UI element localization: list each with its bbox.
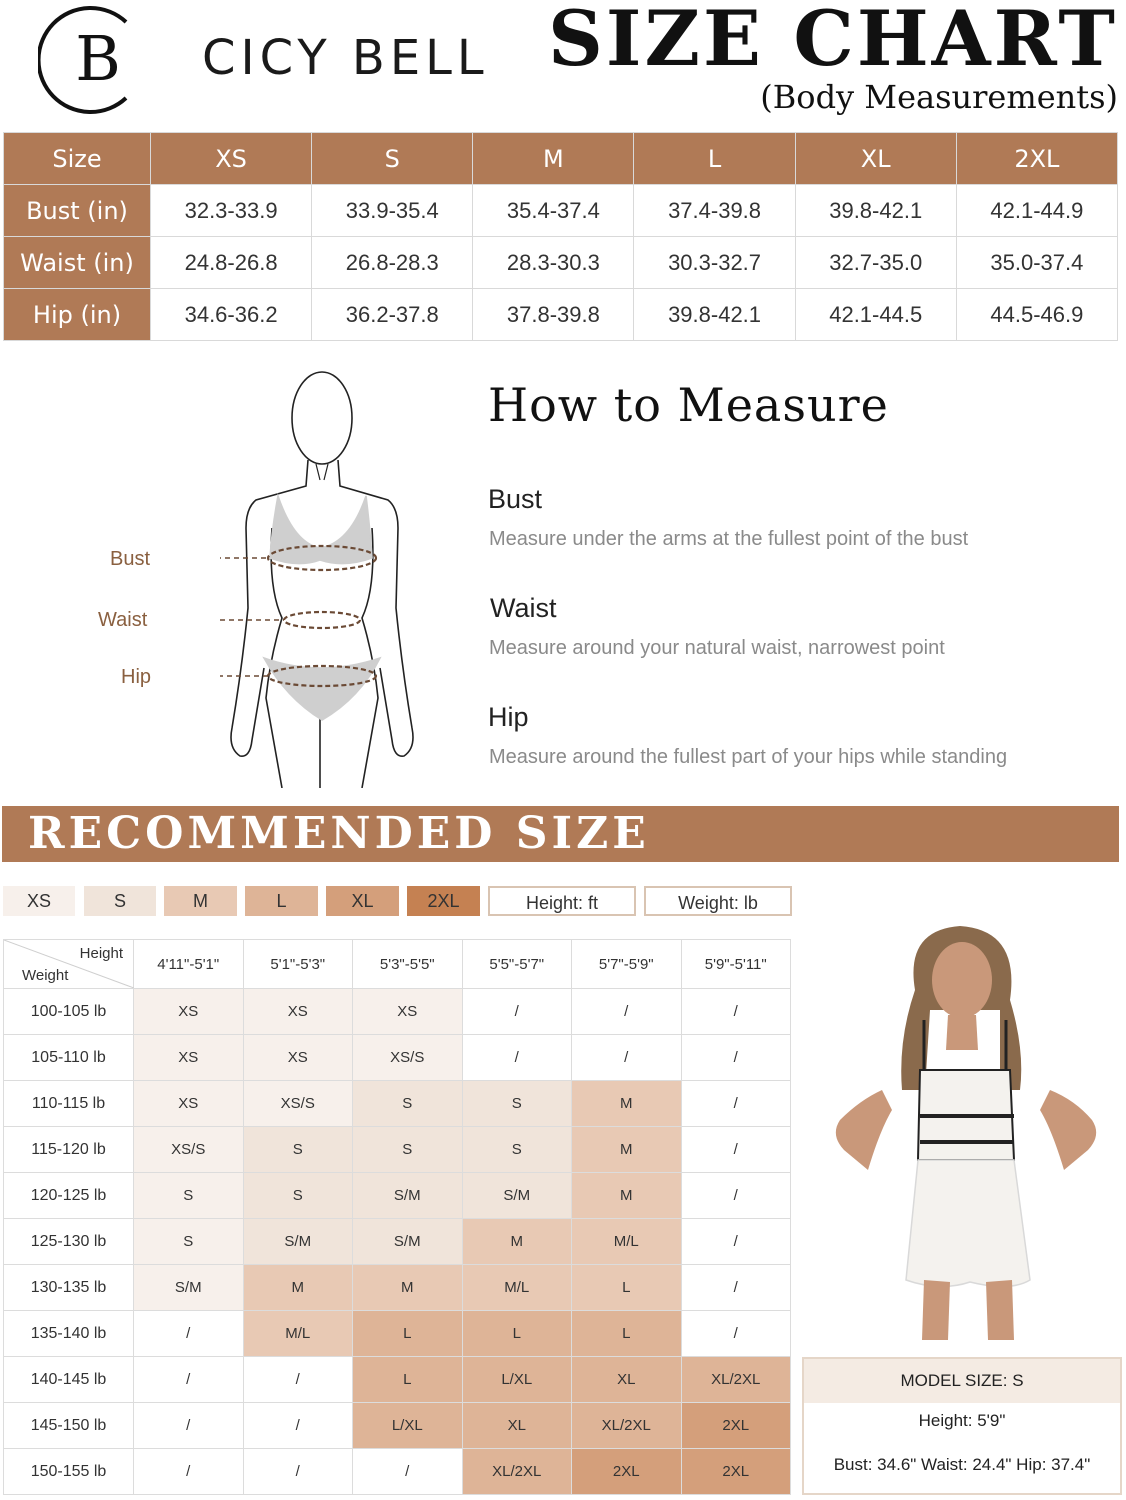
weight-row: [4, 1127, 791, 1173]
height-header-row: [4, 940, 791, 989]
measurement-cell: 39.8-42.1: [634, 289, 795, 341]
recommended-size-cell: S/M: [134, 1265, 244, 1311]
recommended-size-cell: /: [681, 1265, 791, 1311]
weight-label: 115-120 lb: [4, 1127, 134, 1173]
how-item-title: Waist: [490, 593, 557, 623]
recommended-size-cell: M/L: [243, 1311, 353, 1357]
recommended-size-cell: /: [134, 1403, 244, 1449]
weight-label: 125-130 lb: [4, 1219, 134, 1265]
recommended-size-cell: S/M: [353, 1219, 463, 1265]
figure-label-bust: Bust: [110, 548, 151, 570]
how-to-measure-title: How to Measure: [488, 378, 889, 432]
recommended-size-cell: XS: [243, 1035, 353, 1081]
weight-row: [4, 1173, 791, 1219]
height-header: 5'7"-5'9": [572, 940, 682, 989]
size-header: L: [634, 133, 795, 185]
measurement-cell: 26.8-28.3: [312, 237, 473, 289]
recommended-size-cell: XL/2XL: [462, 1449, 572, 1495]
recommended-size-cell: /: [462, 1035, 572, 1081]
figure-label-hip: Hip: [121, 666, 152, 688]
weight-row: [4, 1311, 791, 1357]
bust-row: [4, 185, 1118, 237]
row-label: Hip (in): [4, 289, 151, 341]
measurement-cell: 39.8-42.1: [795, 185, 956, 237]
size-header: S: [312, 133, 473, 185]
weight-label: 145-150 lb: [4, 1403, 134, 1449]
model-measurements-label: Bust: 34.6" Waist: 24.4" Hip: 37.4": [833, 1455, 1091, 1474]
recommended-size-cell: /: [134, 1357, 244, 1403]
height-header: 5'1"-5'3": [243, 940, 353, 989]
recommended-size-cell: S: [243, 1173, 353, 1219]
recommended-size-cell: S/M: [462, 1173, 572, 1219]
row-label: Waist (in): [4, 237, 151, 289]
corner-weight-label: Weight: [22, 967, 69, 984]
recommended-size-cell: /: [681, 1081, 791, 1127]
logo-letter: B: [75, 22, 121, 95]
recommended-size-cell: L/XL: [462, 1357, 572, 1403]
waist-row: [4, 237, 1118, 289]
measurement-cell: 35.0-37.4: [956, 237, 1117, 289]
recommended-size-cell: /: [243, 1449, 353, 1495]
measurement-cell: 32.3-33.9: [151, 185, 312, 237]
how-item-description: Measure under the arms at the fullest point of the bust: [489, 528, 969, 550]
legend-l: L: [245, 886, 318, 916]
recommended-size-cell: XS/S: [243, 1081, 353, 1127]
recommended-size-cell: S: [134, 1173, 244, 1219]
weight-row: [4, 1035, 791, 1081]
how-item-title: Hip: [488, 702, 529, 732]
measurement-cell: 28.3-30.3: [473, 237, 634, 289]
brand-logo: [38, 4, 156, 116]
model-height-label: Height: 5'9": [918, 1411, 1006, 1430]
weight-label: 110-115 lb: [4, 1081, 134, 1127]
brand-name: CICY BELL: [202, 30, 489, 86]
size-header: M: [473, 133, 634, 185]
weight-label: 130-135 lb: [4, 1265, 134, 1311]
legend-height-unit: Height: ft: [488, 886, 636, 916]
weight-row: [4, 1265, 791, 1311]
row-label: Bust (in): [4, 185, 151, 237]
recommended-size-cell: /: [681, 1219, 791, 1265]
recommended-size-cell: M: [572, 1173, 682, 1219]
measurement-cell: 30.3-32.7: [634, 237, 795, 289]
recommended-size-cell: S/M: [243, 1219, 353, 1265]
recommended-size-cell: /: [681, 989, 791, 1035]
recommended-size-cell: 2XL: [681, 1403, 791, 1449]
recommended-size-cell: XS: [134, 989, 244, 1035]
legend-m: M: [164, 886, 237, 916]
recommended-size-cell: L: [353, 1311, 463, 1357]
measurement-cell: 42.1-44.9: [956, 185, 1117, 237]
measurement-cell: 37.4-39.8: [634, 185, 795, 237]
weight-label: 140-145 lb: [4, 1357, 134, 1403]
how-item-description: Measure around the fullest part of your hips while standing: [489, 746, 1008, 768]
recommended-size-cell: /: [243, 1403, 353, 1449]
measurement-cell: 37.8-39.8: [473, 289, 634, 341]
recommended-size-cell: L: [462, 1311, 572, 1357]
recommended-size-cell: XS: [243, 989, 353, 1035]
recommended-size-cell: M: [462, 1219, 572, 1265]
model-size-label: MODEL SIZE: S: [804, 1359, 1120, 1403]
page-subtitle: (Body Measurements): [760, 78, 1118, 116]
figure-label-waist: Waist: [98, 609, 148, 631]
height-header: 5'5"-5'7": [462, 940, 572, 989]
recommended-size-cell: XS/S: [353, 1035, 463, 1081]
model-info-card: [802, 1357, 1122, 1495]
weight-label: 105-110 lb: [4, 1035, 134, 1081]
recommended-size-cell: S: [462, 1081, 572, 1127]
measurement-cell: 35.4-37.4: [473, 185, 634, 237]
weight-row: [4, 1219, 791, 1265]
how-item-description: Measure around your natural waist, narrowest point: [489, 637, 945, 659]
recommended-size-cell: L/XL: [353, 1403, 463, 1449]
recommended-size-cell: XS: [134, 1035, 244, 1081]
measurement-cell: 33.9-35.4: [312, 185, 473, 237]
recommended-size-cell: XL: [572, 1357, 682, 1403]
weight-row: [4, 1403, 791, 1449]
recommended-size-cell: /: [462, 989, 572, 1035]
recommended-size-cell: S: [353, 1127, 463, 1173]
recommended-size-cell: M/L: [572, 1219, 682, 1265]
measurement-cell: 36.2-37.8: [312, 289, 473, 341]
recommended-size-cell: XL/2XL: [572, 1403, 682, 1449]
legend-2xl: 2XL: [407, 886, 480, 916]
recommended-size-cell: M: [572, 1127, 682, 1173]
size-header: 2XL: [956, 133, 1117, 185]
weight-label: 100-105 lb: [4, 989, 134, 1035]
recommended-size-cell: S: [134, 1219, 244, 1265]
recommended-size-cell: /: [572, 1035, 682, 1081]
recommended-size-cell: 2XL: [572, 1449, 682, 1495]
corner-height-label: Height: [79, 945, 123, 962]
table-corner: [4, 940, 134, 989]
legend-s: S: [84, 886, 156, 916]
recommended-size-cell: L: [572, 1311, 682, 1357]
recommended-size-cell: S: [462, 1127, 572, 1173]
recommended-size-cell: /: [243, 1357, 353, 1403]
recommended-size-cell: M: [572, 1081, 682, 1127]
size-header-row: [4, 133, 1118, 185]
weight-row: [4, 1449, 791, 1495]
recommended-size-cell: S: [243, 1127, 353, 1173]
recommended-size-cell: /: [353, 1449, 463, 1495]
recommended-size-cell: XS: [134, 1081, 244, 1127]
height-header: 5'3"-5'5": [353, 940, 463, 989]
weight-row: [4, 1357, 791, 1403]
legend-weight-unit: Weight: lb: [644, 886, 792, 916]
recommended-size-cell: /: [681, 1035, 791, 1081]
how-item-title: Bust: [488, 484, 543, 514]
weight-label: 135-140 lb: [4, 1311, 134, 1357]
measurement-cell: 34.6-36.2: [151, 289, 312, 341]
legend-xl: XL: [326, 886, 399, 916]
recommended-size-cell: XS: [353, 989, 463, 1035]
hip-row: [4, 289, 1118, 341]
height-header: 4'11"-5'1": [134, 940, 244, 989]
recommended-size-cell: /: [134, 1449, 244, 1495]
recommended-size-cell: XL: [462, 1403, 572, 1449]
recommended-size-cell: L: [353, 1357, 463, 1403]
page-title: SIZE CHART: [548, 0, 1118, 83]
recommended-size-cell: /: [681, 1311, 791, 1357]
measurement-cell: 44.5-46.9: [956, 289, 1117, 341]
weight-label: 150-155 lb: [4, 1449, 134, 1495]
weight-row: [4, 1081, 791, 1127]
recommended-size-cell: M: [243, 1265, 353, 1311]
recommended-size-table: [3, 939, 791, 1495]
recommended-size-cell: /: [134, 1311, 244, 1357]
recommended-size-cell: XL/2XL: [681, 1357, 791, 1403]
recommended-size-cell: /: [572, 989, 682, 1035]
body-outline-illustration: [220, 368, 420, 788]
size-header: XS: [151, 133, 312, 185]
weight-row: [4, 989, 791, 1035]
measurement-cell: 32.7-35.0: [795, 237, 956, 289]
recommended-size-cell: 2XL: [681, 1449, 791, 1495]
recommended-size-cell: M: [353, 1265, 463, 1311]
recommended-size-cell: S/M: [353, 1173, 463, 1219]
recommended-size-cell: /: [681, 1173, 791, 1219]
height-header: 5'9"-5'11": [681, 940, 791, 989]
size-header: XL: [795, 133, 956, 185]
recommended-size-cell: /: [681, 1127, 791, 1173]
recommended-size-cell: XS/S: [134, 1127, 244, 1173]
recommended-size-cell: M/L: [462, 1265, 572, 1311]
recommended-title: RECOMMENDED SIZE: [28, 808, 650, 859]
body-measurements-table: [3, 132, 1118, 341]
recommended-size-cell: S: [353, 1081, 463, 1127]
measurement-cell: 42.1-44.5: [795, 289, 956, 341]
model-photo: [820, 920, 1115, 1350]
size-corner-label: Size: [4, 133, 151, 185]
weight-label: 120-125 lb: [4, 1173, 134, 1219]
measurement-cell: 24.8-26.8: [151, 237, 312, 289]
legend-xs: XS: [3, 886, 75, 916]
recommended-size-cell: L: [572, 1265, 682, 1311]
